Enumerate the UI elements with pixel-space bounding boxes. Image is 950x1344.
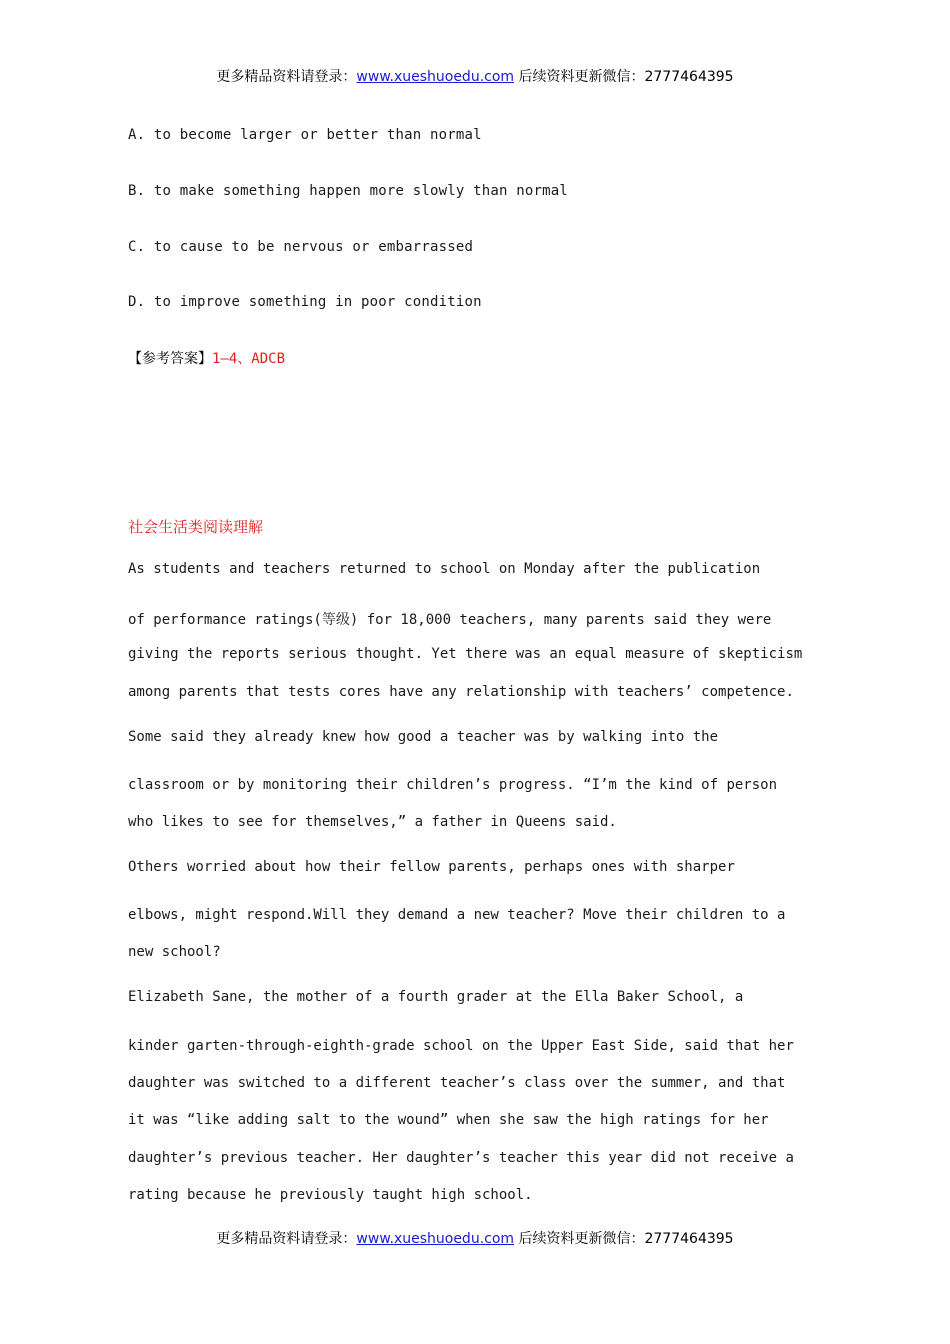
- page-header: [0, 66, 950, 86]
- paragraph-line: Some said they already knew how good a teacher was by walking into the: [128, 729, 719, 745]
- option-d: D. to improve something in poor condition: [128, 294, 482, 310]
- paragraph-line: Elizabeth Sane, the mother of a fourth grader at the Ella Baker School, a: [128, 989, 744, 1005]
- paragraph-line: Others worried about how their fellow parents, perhaps ones with sharper: [128, 859, 735, 875]
- answer-label: 【参考答案】: [128, 351, 212, 367]
- footer-site-link[interactable]: www.xueshuoedu.com: [356, 1231, 515, 1247]
- header-site-link[interactable]: www.xueshuoedu.com: [356, 69, 515, 85]
- page-footer: [0, 1228, 950, 1248]
- option-b: B. to make something happen more slowly than normal: [128, 183, 569, 199]
- header-prefix: 更多精品资料请登录：: [216, 69, 357, 85]
- paragraph-line: daughter was switched to a different teacher’s class over the summer, and that: [128, 1075, 786, 1091]
- paragraph-line: among parents that tests cores have any relationship with teachers’ competence.: [128, 684, 794, 700]
- footer-suffix: 后续资料更新微信：2777464395: [514, 1231, 734, 1247]
- paragraph-line: of performance ratings(等级) for 18,000 teachers, many parents said they were: [128, 612, 772, 628]
- paragraph-line: daughter’s previous teacher. Her daughter’s teacher this year did not receive a: [128, 1150, 794, 1166]
- header-suffix: 后续资料更新微信：2777464395: [514, 69, 734, 85]
- paragraph-line: As students and teachers returned to school on Monday after the publication: [128, 561, 761, 577]
- section-title: 社会生活类阅读理解: [128, 518, 264, 536]
- paragraph-line: new school?: [128, 944, 221, 960]
- paragraph-line: rating because he previously taught high school.: [128, 1187, 533, 1203]
- option-c: C. to cause to be nervous or embarrassed: [128, 239, 474, 255]
- option-a: A. to become larger or better than normal: [128, 127, 482, 143]
- paragraph-line: classroom or by monitoring their children’s progress. “I’m the kind of person: [128, 777, 778, 793]
- paragraph-line: giving the reports serious thought. Yet there was an equal measure of skepticism: [128, 646, 803, 662]
- paragraph-line: who likes to see for themselves,” a father in Queens said.: [128, 814, 617, 830]
- paragraph-line: it was “like adding salt to the wound” when she saw the high ratings for her: [128, 1112, 769, 1128]
- paragraph-line: kinder garten-through-eighth-grade school on the Upper East Side, said that her: [128, 1038, 794, 1054]
- footer-prefix: 更多精品资料请登录：: [216, 1231, 357, 1247]
- paragraph-line: elbows, might respond.Will they demand a new teacher? Move their children to a: [128, 907, 786, 923]
- reference-answer: [128, 348, 285, 368]
- answer-value: 1—4、ADCB: [212, 351, 286, 367]
